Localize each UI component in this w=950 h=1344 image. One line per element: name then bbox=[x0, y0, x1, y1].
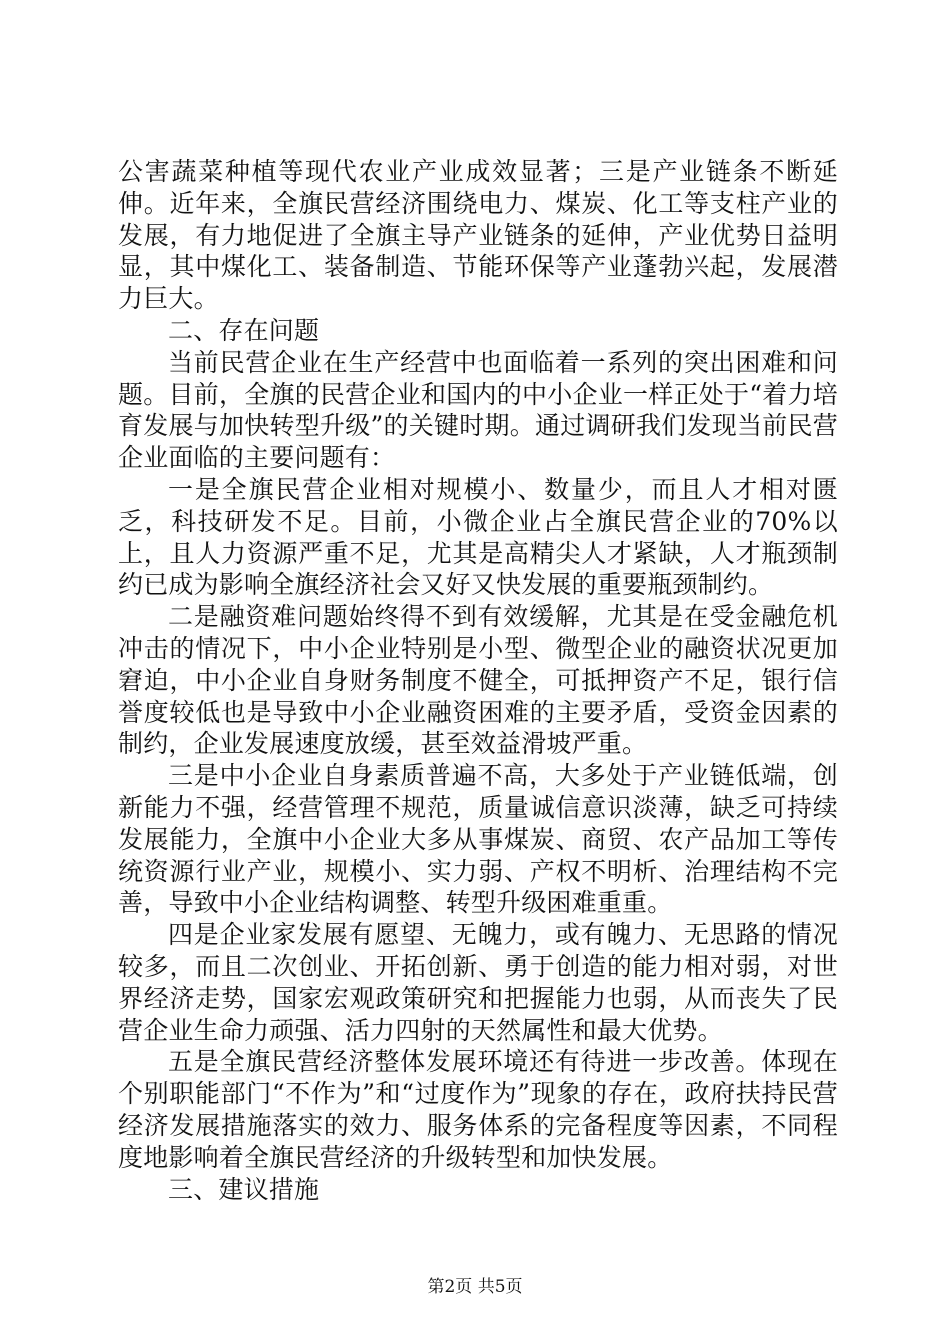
paragraph-problem-2: 二是融资难问题始终得不到有效缓解，尤其是在受金融危机冲击的情况下，中小企业特别是小型、微型企业的融资状况更加窘迫，中小企业自身财务制度不健全，可抵押资产不足，银行信誉度较低也是导致中小企业融资困难的主要矛盾，受资金因素的制约，企业发展速度放缓，甚至效益滑坡严重。 bbox=[118, 602, 838, 759]
section-heading-suggestions: 三、建议措施 bbox=[168, 1174, 320, 1204]
paragraph-problem-4: 四是企业家发展有愿望、无魄力，或有魄力、无思路的情况较多，而且二次创业、开拓创新、勇于创造的能力相对弱，对世界经济走势，国家宏观政策研究和把握能力也弱，从而丧失了民营企业生命力顽强、活力四射的天然属性和最大优势。 bbox=[118, 920, 838, 1045]
paragraph-intro-problems: 当前民营企业在生产经营中也面临着一系列的突出困难和问题。目前，全旗的民营企业和国内的中小企业一样正处于“着力培育发展与加快转型升级”的关键时期。通过调研我们发现当前民营企业面临的主要问题有： bbox=[118, 347, 838, 473]
page-number-label: 第2页 共5页 bbox=[427, 1277, 523, 1297]
paragraph-problem-1: 一是全旗民营企业相对规模小、数量少，而且人才相对匮乏，科技研发不足。目前，小微企业占全旗民营企业的70%以上，且人力资源严重不足，尤其是高精尖人才紧缺，人才瓶颈制约已成为影响全旗经济社会又好又快发展的重要瓶颈制约。 bbox=[118, 474, 838, 600]
document-body bbox=[118, 156, 838, 1205]
paragraph-problem-3: 三是中小企业自身素质普遍不高，大多处于产业链低端，创新能力不强，经营管理不规范，质量诚信意识淡薄，缺乏可持续发展能力，全旗中小企业大多从事煤炭、商贸、农产品加工等传统资源行业产业，规模小、实力弱、产权不明析、治理结构不完善，导致中小企业结构调整、转型升级困难重重。 bbox=[118, 761, 838, 918]
page-footer bbox=[0, 1276, 950, 1298]
paragraph-continuation: 公害蔬菜种植等现代农业产业成效显著；三是产业链条不断延伸。近年来，全旗民营经济围绕电力、煤炭、化工等支柱产业的发展，有力地促进了全旗主导产业链条的延伸，产业优势日益明显，其中煤化工、装备制造、节能环保等产业蓬勃兴起，发展潜力巨大。 bbox=[118, 157, 838, 314]
paragraph-problem-5: 五是全旗民营经济整体发展环境还有待进一步改善。体现在个别职能部门“不作为”和“过度作为”现象的存在，政府扶持民营经济发展措施落实的效力、服务体系的完备程度等因素，不同程度地影响着全旗民营经济的升级转型和加快发展。 bbox=[118, 1047, 838, 1172]
section-heading-problems: 二、存在问题 bbox=[168, 315, 320, 345]
